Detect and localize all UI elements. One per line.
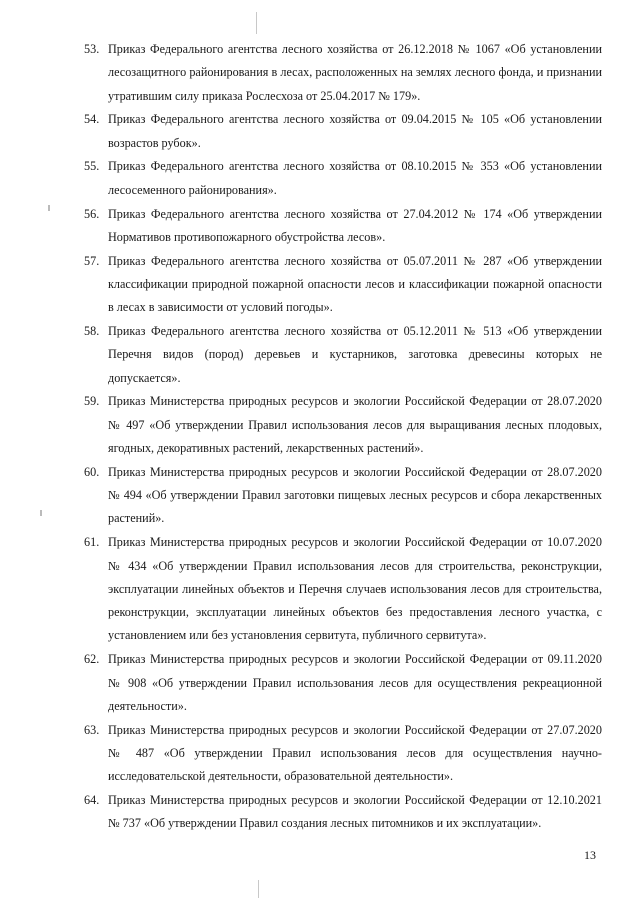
item-text: Приказ Министерства природных ресурсов и экологии Российской Федерации от 27.07.2020 № 487 «Об утверждении Правил использования лесов для осуществления научно-исследовательской деятельности, образовательной деятельности». — [108, 722, 602, 784]
list-item — [84, 250, 602, 320]
list-item — [84, 203, 602, 250]
item-text: Приказ Министерства природных ресурсов и экологии Российской Федерации от 10.07.2020 № 434 «Об утверждении Правил использования лесов для строительства, реконструкции, эксплуатации линейных объектов и Перечня случаев использования лесов для строительства, реконструкции, эксплуатации линейных объектов без предоставления лесного участка, с установлением или без установления сервитута, публичного сервитута». — [108, 535, 602, 643]
item-number: 60. — [84, 464, 100, 479]
list-item — [84, 390, 602, 460]
item-number: 59. — [84, 394, 100, 409]
scan-artifact — [258, 880, 259, 898]
item-text: Приказ Федерального агентства лесного хозяйства от 05.12.2011 № 513 «Об утверждении Перечня видов (пород) деревьев и кустарников, заготовка древесины которых не допускается». — [108, 324, 602, 385]
item-text: Приказ Министерства природных ресурсов и экологии Российской Федерации от 28.07.2020 № 497 «Об утверждении Правил использования лесов для выращивания лесных плодовых, ягодных, декоративных растений, лекарственных растений». — [108, 394, 602, 456]
scan-artifact — [256, 12, 257, 34]
item-text: Приказ Министерства природных ресурсов и экологии Российской Федерации от 28.07.2020 № 494 «Об утверждении Правил заготовки пищевых лесных ресурсов и сбора лекарственных растений». — [108, 464, 602, 526]
list-item — [84, 648, 602, 718]
item-number: 64. — [84, 793, 100, 807]
item-text: Приказ Федерального агентства лесного хозяйства от 27.04.2012 № 174 «Об утверждении Нормативов противопожарного обустройства лесов». — [108, 206, 602, 244]
list-item — [84, 320, 602, 390]
item-text: Приказ Федерального агентства лесного хозяйства от 09.04.2015 № 105 «Об установлении возрастов рубок». — [108, 112, 602, 150]
item-text: Приказ Федерального агентства лесного хозяйства от 08.10.2015 № 353 «Об установлении лесосеменного районирования». — [108, 159, 602, 197]
list-item — [84, 155, 602, 202]
item-number: 55. — [84, 159, 100, 174]
item-text: Приказ Федерального агентства лесного хозяйства от 26.12.2018 № 1067 «Об установлении лесозащитного районирования в лесах, расположенных на землях лесного фонда, и признании утратившим силу приказа Рослесхоза от 25.04.2017 № 179». — [108, 42, 602, 103]
item-number: 61. — [84, 535, 100, 550]
item-number: 54. — [84, 112, 100, 127]
order-list — [84, 38, 602, 836]
list-item — [84, 789, 602, 836]
item-number: 62. — [84, 652, 100, 667]
item-text: Приказ Федерального агентства лесного хозяйства от 05.07.2011 № 287 «Об утверждении классификации природной пожарной опасности лесов и классификации пожарной опасности в лесах в зависимости от условий погоды». — [108, 253, 602, 315]
item-number: 58. — [84, 324, 100, 339]
item-text: Приказ Министерства природных ресурсов и экологии Российской Федерации от 12.10.2021 № 737 «Об утверждении Правил создания лесных питомников и их эксплуатации». — [108, 793, 602, 831]
item-text: Приказ Министерства природных ресурсов и экологии Российской Федерации от 09.11.2020 № 908 «Об утверждении Правил использования лесов для осуществления рекреационной деятельности». — [108, 652, 602, 713]
list-item — [84, 108, 602, 155]
list-item — [84, 38, 602, 108]
item-number: 56. — [84, 206, 100, 221]
scan-artifact — [40, 510, 42, 516]
scan-artifact — [48, 205, 50, 211]
list-item — [84, 719, 602, 789]
item-number: 57. — [84, 253, 100, 268]
list-item — [84, 531, 602, 647]
list-item — [84, 461, 602, 531]
page-number: 13 — [584, 848, 596, 862]
item-number: 53. — [84, 42, 100, 56]
item-number: 63. — [84, 722, 100, 737]
